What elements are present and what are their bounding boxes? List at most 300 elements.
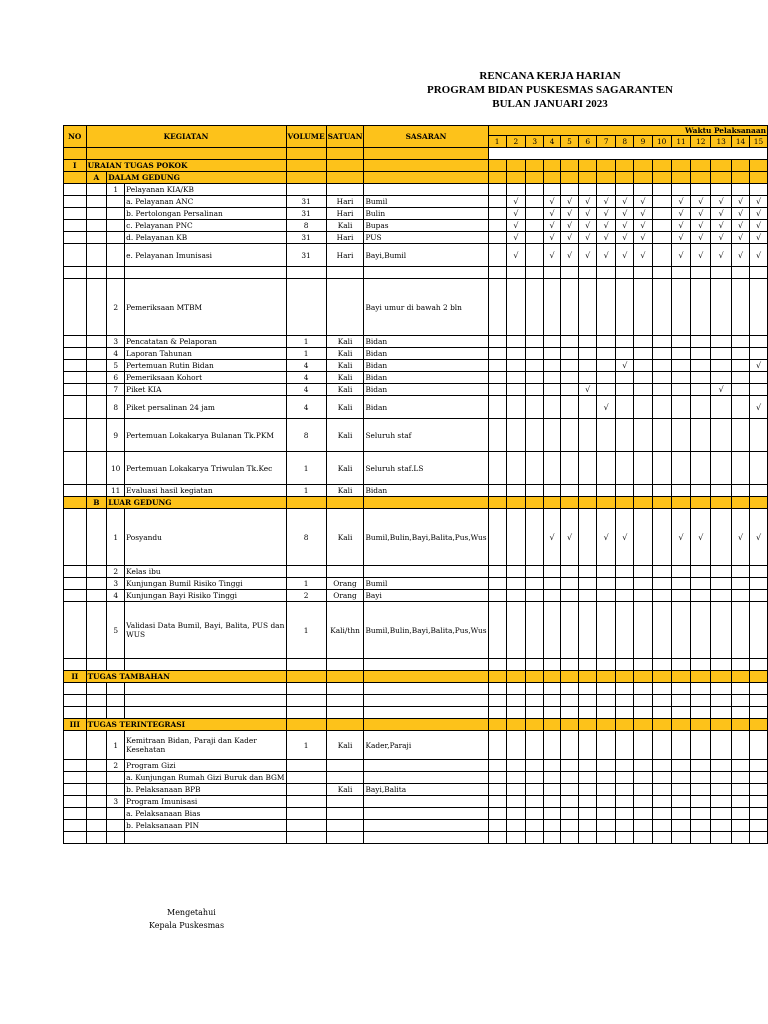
- day-cell: [597, 452, 616, 485]
- row-sasaran: Bidan: [364, 336, 488, 348]
- day-cell: [652, 244, 671, 267]
- section-label: TUGAS TERINTEGRASI: [86, 719, 286, 731]
- row-kegiatan: Pelayanan KIA/KB: [125, 184, 286, 196]
- day-cell: [671, 772, 690, 784]
- row-number: [107, 808, 125, 820]
- day-cell: [691, 384, 711, 396]
- day-cell: [691, 578, 711, 590]
- day-cell: [597, 279, 616, 336]
- day-cell: [579, 590, 597, 602]
- row-sasaran: Bayi,Balita: [364, 784, 488, 796]
- day-cell: [616, 452, 634, 485]
- header-day: 2: [506, 136, 526, 148]
- day-cell: [652, 731, 671, 760]
- row-sasaran: [364, 184, 488, 196]
- day-cell: [711, 590, 732, 602]
- day-cell: [616, 566, 634, 578]
- day-cell: [597, 372, 616, 384]
- row-volume: [286, 796, 326, 808]
- day-cell: [544, 485, 561, 497]
- day-cell: [560, 419, 578, 452]
- day-cell: [560, 820, 578, 832]
- row-satuan: Kali: [326, 336, 364, 348]
- header-day: 10: [652, 136, 671, 148]
- day-cell: [634, 820, 652, 832]
- day-cell: [749, 590, 767, 602]
- row-kegiatan: Pertemuan Rutin Bidan: [125, 360, 286, 372]
- day-cell: [579, 772, 597, 784]
- row-sasaran: Bupas: [364, 220, 488, 232]
- day-cell: [671, 808, 690, 820]
- day-cell: [488, 820, 506, 832]
- day-cell: [749, 419, 767, 452]
- day-cell: [671, 566, 690, 578]
- row-number: 5: [107, 360, 125, 372]
- day-cell: [749, 267, 767, 279]
- day-cell: [526, 485, 544, 497]
- day-cell: [616, 419, 634, 452]
- day-cell: [732, 419, 750, 452]
- day-cell: [597, 566, 616, 578]
- header-waktu: Waktu Pelaksanaan: [488, 126, 767, 136]
- row-volume: [286, 820, 326, 832]
- day-cell: [488, 336, 506, 348]
- day-cell: [671, 267, 690, 279]
- row-volume: 1: [286, 452, 326, 485]
- check-mark: √: [749, 244, 767, 267]
- day-cell: [488, 372, 506, 384]
- check-mark: √: [544, 509, 561, 566]
- row-volume: [286, 772, 326, 784]
- day-cell: [749, 372, 767, 384]
- day-cell: [711, 772, 732, 784]
- check-mark: √: [597, 509, 616, 566]
- row-sasaran: Bulin: [364, 208, 488, 220]
- row-number: [107, 196, 125, 208]
- row-satuan: Orang: [326, 590, 364, 602]
- row-satuan: Kali: [326, 419, 364, 452]
- row-kegiatan: Kunjungan Bumil Risiko Tinggi: [125, 578, 286, 590]
- check-mark: √: [506, 208, 526, 220]
- day-cell: [732, 566, 750, 578]
- day-cell: [711, 784, 732, 796]
- day-cell: [732, 760, 750, 772]
- day-cell: [652, 509, 671, 566]
- day-cell: [749, 731, 767, 760]
- day-cell: [616, 384, 634, 396]
- day-cell: [526, 578, 544, 590]
- row-kegiatan: Posyandu: [125, 509, 286, 566]
- day-cell: [597, 384, 616, 396]
- day-cell: [732, 348, 750, 360]
- day-cell: [597, 348, 616, 360]
- day-cell: [691, 796, 711, 808]
- day-cell: [597, 772, 616, 784]
- row-satuan: [326, 760, 364, 772]
- day-cell: [544, 396, 561, 419]
- row-satuan: [326, 184, 364, 196]
- check-mark: √: [579, 244, 597, 267]
- day-cell: [671, 820, 690, 832]
- row-satuan: Hari: [326, 196, 364, 208]
- day-cell: [560, 485, 578, 497]
- day-cell: [732, 279, 750, 336]
- day-cell: [732, 808, 750, 820]
- row-sasaran: Bidan: [364, 485, 488, 497]
- day-cell: [526, 196, 544, 208]
- day-cell: [652, 360, 671, 372]
- day-cell: [526, 220, 544, 232]
- row-number: 2: [107, 566, 125, 578]
- day-cell: [616, 336, 634, 348]
- day-cell: [560, 731, 578, 760]
- day-cell: [526, 808, 544, 820]
- check-mark: √: [691, 208, 711, 220]
- row-satuan: [326, 566, 364, 578]
- header-day: 11: [671, 136, 690, 148]
- row-number: [107, 220, 125, 232]
- day-cell: [616, 796, 634, 808]
- day-cell: [544, 578, 561, 590]
- day-cell: [652, 208, 671, 220]
- day-cell: [616, 372, 634, 384]
- day-cell: [652, 796, 671, 808]
- row-satuan: Hari: [326, 244, 364, 267]
- day-cell: [488, 731, 506, 760]
- day-cell: [711, 808, 732, 820]
- day-cell: [634, 452, 652, 485]
- row-sasaran: Kader,Paraji: [364, 731, 488, 760]
- day-cell: [749, 384, 767, 396]
- row-sasaran: [364, 267, 488, 279]
- day-cell: [634, 590, 652, 602]
- day-cell: [691, 602, 711, 659]
- day-cell: [634, 360, 652, 372]
- day-cell: [671, 348, 690, 360]
- day-cell: [711, 396, 732, 419]
- day-cell: [732, 578, 750, 590]
- row-satuan: Kali: [326, 360, 364, 372]
- header-day: 12: [691, 136, 711, 148]
- row-satuan: Kali: [326, 396, 364, 419]
- day-cell: [488, 772, 506, 784]
- day-cell: [560, 566, 578, 578]
- row-sasaran: Seluruh staf: [364, 419, 488, 452]
- day-cell: [652, 590, 671, 602]
- day-cell: [506, 336, 526, 348]
- day-cell: [560, 796, 578, 808]
- row-number: 7: [107, 384, 125, 396]
- row-volume: 8: [286, 220, 326, 232]
- day-cell: [616, 808, 634, 820]
- row-kegiatan: Evaluasi hasil kegiatan: [125, 485, 286, 497]
- day-cell: [652, 279, 671, 336]
- day-cell: [749, 184, 767, 196]
- row-number: 4: [107, 348, 125, 360]
- day-cell: [597, 820, 616, 832]
- day-cell: [560, 784, 578, 796]
- check-mark: √: [749, 360, 767, 372]
- day-cell: [634, 279, 652, 336]
- day-cell: [691, 360, 711, 372]
- row-kegiatan: c. Pelayanan PNC: [125, 220, 286, 232]
- day-cell: [544, 731, 561, 760]
- row-satuan: Kali: [326, 452, 364, 485]
- row-kegiatan: b. Pertolongan Persalinan: [125, 208, 286, 220]
- day-cell: [526, 396, 544, 419]
- check-mark: √: [711, 196, 732, 208]
- check-mark: √: [544, 208, 561, 220]
- day-cell: [506, 419, 526, 452]
- title-line-3: BULAN JANUARI 2023: [492, 98, 608, 110]
- header-no: NO: [64, 126, 87, 148]
- day-cell: [544, 279, 561, 336]
- day-cell: [732, 184, 750, 196]
- day-cell: [544, 784, 561, 796]
- row-kegiatan: Kunjungan Bayi Risiko Tinggi: [125, 590, 286, 602]
- day-cell: [579, 485, 597, 497]
- day-cell: [634, 731, 652, 760]
- check-mark: √: [506, 220, 526, 232]
- day-cell: [732, 731, 750, 760]
- row-satuan: [326, 279, 364, 336]
- day-cell: [671, 452, 690, 485]
- day-cell: [526, 419, 544, 452]
- day-cell: [616, 784, 634, 796]
- header-day: 6: [579, 136, 597, 148]
- day-cell: [634, 267, 652, 279]
- check-mark: √: [616, 208, 634, 220]
- check-mark: √: [749, 396, 767, 419]
- day-cell: [749, 796, 767, 808]
- section-label: DALAM GEDUNG: [107, 172, 286, 184]
- day-cell: [634, 602, 652, 659]
- day-cell: [616, 590, 634, 602]
- check-mark: √: [506, 244, 526, 267]
- row-volume: [286, 184, 326, 196]
- check-mark: √: [544, 196, 561, 208]
- check-mark: √: [732, 220, 750, 232]
- day-cell: [488, 590, 506, 602]
- day-cell: [488, 360, 506, 372]
- check-mark: √: [732, 208, 750, 220]
- day-cell: [691, 566, 711, 578]
- work-plan-table: [63, 125, 768, 844]
- day-cell: [544, 602, 561, 659]
- day-cell: [544, 360, 561, 372]
- day-cell: [652, 396, 671, 419]
- check-mark: √: [560, 244, 578, 267]
- day-cell: [506, 566, 526, 578]
- day-cell: [597, 360, 616, 372]
- day-cell: [560, 578, 578, 590]
- day-cell: [634, 384, 652, 396]
- row-kegiatan: Pencatatan & Pelaporan: [125, 336, 286, 348]
- check-mark: √: [691, 220, 711, 232]
- day-cell: [634, 396, 652, 419]
- day-cell: [711, 267, 732, 279]
- row-satuan: Kali: [326, 485, 364, 497]
- row-satuan: [326, 796, 364, 808]
- day-cell: [506, 731, 526, 760]
- day-cell: [544, 419, 561, 452]
- check-mark: √: [749, 232, 767, 244]
- row-volume: 8: [286, 419, 326, 452]
- day-cell: [634, 760, 652, 772]
- row-satuan: Kali: [326, 784, 364, 796]
- day-cell: [579, 731, 597, 760]
- day-cell: [488, 578, 506, 590]
- day-cell: [579, 578, 597, 590]
- day-cell: [488, 267, 506, 279]
- day-cell: [691, 184, 711, 196]
- day-cell: [560, 760, 578, 772]
- day-cell: [544, 384, 561, 396]
- day-cell: [749, 760, 767, 772]
- header-volume: VOLUME: [286, 126, 326, 148]
- day-cell: [506, 590, 526, 602]
- day-cell: [597, 578, 616, 590]
- day-cell: [634, 485, 652, 497]
- day-cell: [634, 184, 652, 196]
- day-cell: [671, 731, 690, 760]
- row-kegiatan: d. Pelayanan KB: [125, 232, 286, 244]
- row-satuan: Kali: [326, 509, 364, 566]
- day-cell: [579, 452, 597, 485]
- day-cell: [671, 796, 690, 808]
- day-cell: [579, 336, 597, 348]
- check-mark: √: [597, 232, 616, 244]
- row-number: 3: [107, 336, 125, 348]
- day-cell: [544, 820, 561, 832]
- row-kegiatan: Laporan Tahunan: [125, 348, 286, 360]
- day-cell: [488, 208, 506, 220]
- day-cell: [488, 566, 506, 578]
- check-mark: √: [732, 244, 750, 267]
- day-cell: [671, 590, 690, 602]
- day-cell: [671, 485, 690, 497]
- day-cell: [749, 485, 767, 497]
- day-cell: [671, 279, 690, 336]
- check-mark: √: [749, 196, 767, 208]
- row-number: [107, 267, 125, 279]
- day-cell: [616, 267, 634, 279]
- check-mark: √: [597, 220, 616, 232]
- day-cell: [597, 731, 616, 760]
- check-mark: √: [711, 220, 732, 232]
- day-cell: [544, 184, 561, 196]
- day-cell: [579, 396, 597, 419]
- day-cell: [544, 267, 561, 279]
- row-number: 4: [107, 590, 125, 602]
- day-cell: [711, 348, 732, 360]
- check-mark: √: [579, 232, 597, 244]
- day-cell: [579, 784, 597, 796]
- row-volume: 4: [286, 396, 326, 419]
- row-sasaran: [364, 772, 488, 784]
- day-cell: [544, 348, 561, 360]
- day-cell: [488, 509, 506, 566]
- row-kegiatan: Kemitraan Bidan, Paraji dan Kader Kesehatan: [125, 731, 286, 760]
- day-cell: [526, 731, 544, 760]
- day-cell: [597, 602, 616, 659]
- day-cell: [732, 360, 750, 372]
- row-satuan: Kali/thn: [326, 602, 364, 659]
- row-satuan: Kali: [326, 372, 364, 384]
- day-cell: [560, 384, 578, 396]
- day-cell: [560, 279, 578, 336]
- check-mark: √: [732, 196, 750, 208]
- day-cell: [597, 590, 616, 602]
- day-cell: [544, 772, 561, 784]
- day-cell: [526, 208, 544, 220]
- row-number: [107, 820, 125, 832]
- day-cell: [488, 419, 506, 452]
- day-cell: [691, 267, 711, 279]
- day-cell: [526, 820, 544, 832]
- day-cell: [597, 419, 616, 452]
- header-day: 4: [544, 136, 561, 148]
- row-volume: 4: [286, 372, 326, 384]
- day-cell: [691, 731, 711, 760]
- day-cell: [526, 784, 544, 796]
- day-cell: [691, 784, 711, 796]
- day-cell: [526, 509, 544, 566]
- header-day: 15: [749, 136, 767, 148]
- day-cell: [634, 772, 652, 784]
- day-cell: [634, 808, 652, 820]
- row-kegiatan: Pemeriksaan MTBM: [125, 279, 286, 336]
- header-day: 14: [732, 136, 750, 148]
- day-cell: [671, 336, 690, 348]
- day-cell: [506, 602, 526, 659]
- day-cell: [749, 452, 767, 485]
- day-cell: [597, 808, 616, 820]
- day-cell: [691, 820, 711, 832]
- day-cell: [506, 772, 526, 784]
- day-cell: [711, 184, 732, 196]
- day-cell: [732, 372, 750, 384]
- row-kegiatan: a. Kunjungan Rumah Gizi Buruk dan BGM: [126, 773, 285, 782]
- day-cell: [488, 220, 506, 232]
- day-cell: [488, 396, 506, 419]
- row-kegiatan: Kelas ibu: [125, 566, 286, 578]
- day-cell: [711, 485, 732, 497]
- check-mark: √: [671, 244, 690, 267]
- day-cell: [634, 578, 652, 590]
- row-sasaran: [364, 760, 488, 772]
- day-cell: [579, 808, 597, 820]
- row-volume: 4: [286, 384, 326, 396]
- day-cell: [732, 396, 750, 419]
- header-sasaran: SASARAN: [364, 126, 488, 148]
- day-cell: [579, 348, 597, 360]
- day-cell: [634, 348, 652, 360]
- row-number: 2: [107, 279, 125, 336]
- day-cell: [732, 772, 750, 784]
- header-day: 7: [597, 136, 616, 148]
- day-cell: [544, 566, 561, 578]
- day-cell: [560, 267, 578, 279]
- title-line-2: PROGRAM BIDAN PUSKESMAS SAGARANTEN: [427, 84, 673, 96]
- day-cell: [671, 360, 690, 372]
- row-kegiatan: b. Pelaksanaan BPB: [125, 784, 286, 796]
- day-cell: [711, 731, 732, 760]
- row-kegiatan: Program Imunisasi: [125, 796, 286, 808]
- day-cell: [634, 509, 652, 566]
- day-cell: [488, 184, 506, 196]
- day-cell: [749, 602, 767, 659]
